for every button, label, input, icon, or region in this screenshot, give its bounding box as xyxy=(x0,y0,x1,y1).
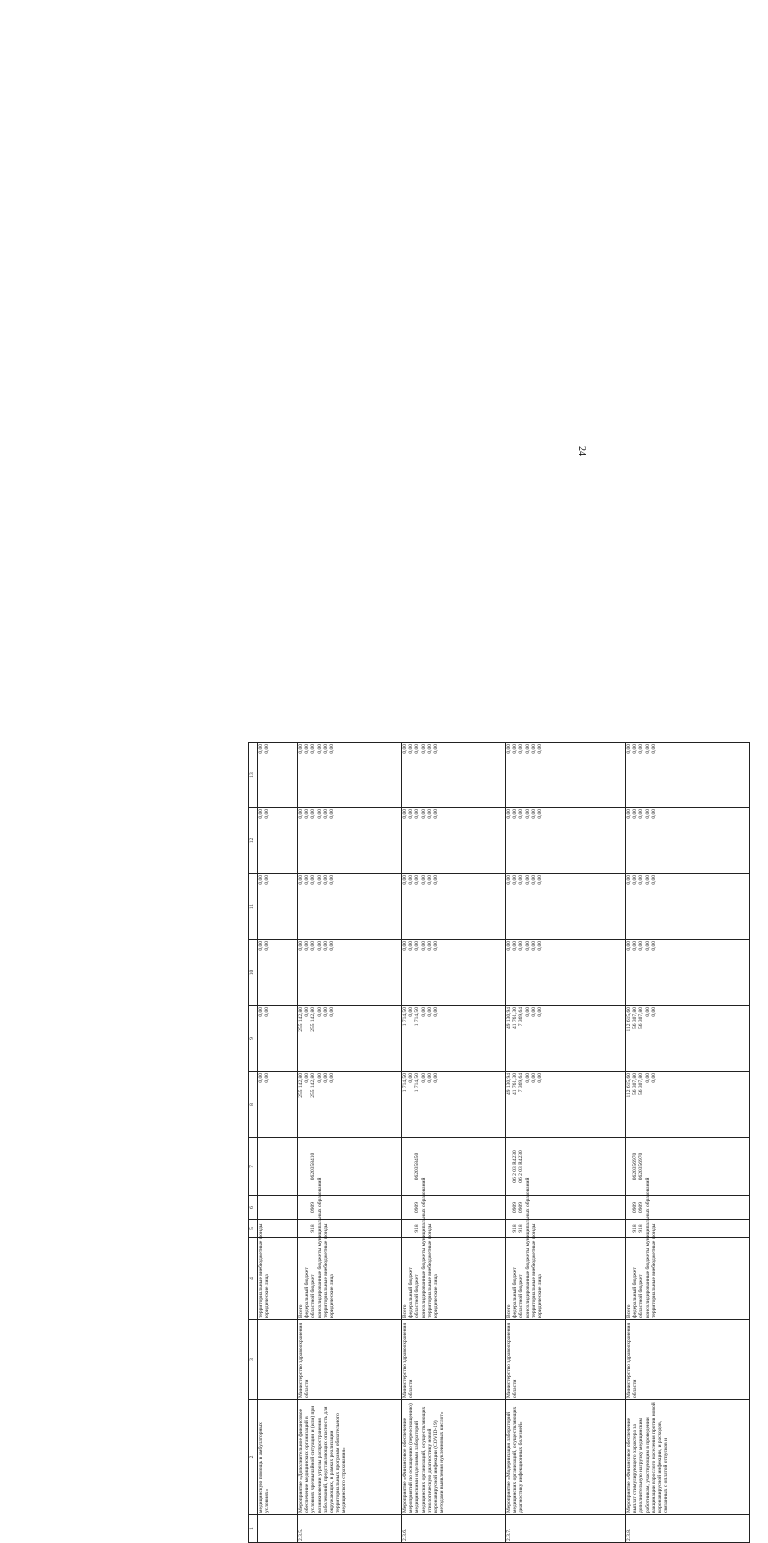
section-code-line: 0909 xyxy=(414,1202,421,1213)
funding-source: консолидированные бюджеты муниципальных образований xyxy=(644,1177,651,1318)
executor xyxy=(258,1320,298,1400)
amount-value: 0,00 xyxy=(650,875,657,885)
funding-source: федеральный бюджет xyxy=(632,1267,639,1318)
amount-cell xyxy=(258,743,298,808)
amount-cell xyxy=(626,874,750,940)
amount-value: 49 130,94 xyxy=(506,1073,512,1095)
funding-source: федеральный бюджет xyxy=(512,1267,519,1318)
amount-value: 0,00 xyxy=(264,1073,271,1083)
amount-value: 0,00 xyxy=(322,744,329,754)
ministry-code xyxy=(506,1220,626,1238)
amount-value: 112 615,60 xyxy=(626,1073,632,1098)
budget-table xyxy=(248,742,750,1543)
amount-value: 0,00 xyxy=(433,809,440,819)
amount-value: 0,00 xyxy=(426,809,433,819)
section-code-line: 0909 xyxy=(518,1202,525,1213)
funding-source: областной бюджет xyxy=(310,1274,317,1318)
amount-value: 0,00 xyxy=(506,875,512,885)
amount-value: 0,00 xyxy=(420,1073,427,1083)
amount-value: 0,00 xyxy=(626,744,632,754)
header-cell: 2 xyxy=(249,1400,258,1515)
amount-value: 0,00 xyxy=(402,941,408,951)
amount-value: 0,00 xyxy=(316,1007,323,1017)
amount-cell xyxy=(626,743,750,808)
amount-value: 0,00 xyxy=(316,744,323,754)
amount-value: 0,00 xyxy=(626,809,632,819)
amount-value: 0,00 xyxy=(626,875,632,885)
item-number: 2.3.7. xyxy=(506,1515,626,1543)
amount-value: 0,00 xyxy=(414,875,421,885)
section-code-line: 0909 xyxy=(512,1202,519,1213)
amount-value: 0,00 xyxy=(264,809,271,819)
amount-value: 0,00 xyxy=(632,744,639,754)
amount-value: 0,00 xyxy=(264,1007,271,1017)
amount-value: 41 761,30 xyxy=(512,1073,519,1095)
header-row xyxy=(249,743,258,1543)
amount-value: 0,00 xyxy=(322,809,329,819)
funding-source: территориальные внебюджетные фонды xyxy=(530,1223,537,1318)
item-number: 2.3.5. xyxy=(298,1515,402,1543)
amount-value: 0,00 xyxy=(506,744,512,754)
target-code-line: 06 2 03 R4230 xyxy=(512,1150,519,1183)
amount-value: 0,00 xyxy=(264,941,271,951)
amount-value: 0,00 xyxy=(518,941,525,951)
amount-value: 0,00 xyxy=(402,875,408,885)
ministry-code-line xyxy=(433,1221,439,1236)
amount-cell xyxy=(258,1006,298,1072)
amount-value: 0,00 xyxy=(632,941,639,951)
amount-value: 0,00 xyxy=(433,744,440,754)
amount-value: 0,00 xyxy=(632,809,639,819)
amount-value: 1 714,50 xyxy=(414,1073,421,1093)
ministry-code-line: 918 xyxy=(512,1224,519,1233)
amount-cell xyxy=(402,1072,506,1138)
amount-value: 0,00 xyxy=(512,809,519,819)
item-number: 2.3.6. xyxy=(402,1515,506,1543)
amount-value: 0,00 xyxy=(518,744,525,754)
item-number xyxy=(258,1515,298,1543)
ministry-code-line: 918 xyxy=(414,1224,421,1233)
amount-cell xyxy=(506,1006,626,1072)
amount-value: 0,00 xyxy=(258,941,264,951)
table-row xyxy=(626,743,750,1543)
amount-value: 0,00 xyxy=(524,875,531,885)
amount-value: 0,00 xyxy=(264,744,271,754)
amount-cell xyxy=(298,1006,402,1072)
amount-value: 0,00 xyxy=(426,941,433,951)
amount-value: 255 142,80 xyxy=(310,1007,317,1032)
target-code-line: 0620356970 xyxy=(638,1152,645,1181)
funding-source: территориальные внебюджетные фонды xyxy=(650,1223,657,1318)
amount-value: 0,00 xyxy=(420,875,427,885)
amount-value: 0,00 xyxy=(304,744,311,754)
amount-value: 0,00 xyxy=(402,744,408,754)
amount-value: 0,00 xyxy=(530,744,537,754)
funding-source: территориальные внебюджетные фонды xyxy=(426,1223,433,1318)
amount-value: 0,00 xyxy=(408,744,415,754)
funding-source: юридические лица xyxy=(329,1274,336,1318)
amount-cell xyxy=(506,940,626,1006)
table-row xyxy=(258,743,298,1543)
amount-value: 0,00 xyxy=(650,1007,657,1017)
amount-cell xyxy=(506,1072,626,1138)
amount-value: 0,00 xyxy=(258,809,264,819)
funding-source: юридические лица xyxy=(433,1274,440,1318)
amount-value: 0,00 xyxy=(638,875,645,885)
amount-value: 56 307,80 xyxy=(638,1073,645,1095)
header-cell: 7 xyxy=(249,1138,258,1196)
section-code-line: 0909 xyxy=(632,1202,639,1213)
amount-cell xyxy=(626,1006,750,1072)
amount-value: 0,00 xyxy=(644,809,651,819)
amount-cell xyxy=(298,808,402,874)
amount-value: 1 714,50 xyxy=(402,1073,408,1093)
amount-value: 0,00 xyxy=(512,744,519,754)
amount-value: 0,00 xyxy=(258,875,264,885)
amount-cell xyxy=(402,808,506,874)
target-code-line: 0620358450 xyxy=(414,1152,421,1181)
amount-cell xyxy=(626,1072,750,1138)
funding-source: юридические лица xyxy=(537,1274,544,1318)
item-name: Мероприятие «Модернизация лабораторий медицинских организаций, осуществляющих диагностику инфекционных болезней» xyxy=(506,1400,626,1515)
amount-cell xyxy=(298,1072,402,1138)
amount-value: 0,00 xyxy=(626,941,632,951)
section-code-line xyxy=(264,1197,270,1218)
amount-value: 0,00 xyxy=(433,875,440,885)
item-name: Мероприятие «Финансовое обеспечение мероприятий по оснащению (переоснащению) медицинскими изделиями лабораторий медицинских организаций, осуществляющих этиологическую диагностику новой коронавирусной инфекции (COVID-19) методами выявления нуклеиновых кислот» xyxy=(402,1400,506,1515)
header-cell: 5 xyxy=(249,1220,258,1238)
amount-value: 0,00 xyxy=(530,809,537,819)
amount-value: 0,00 xyxy=(632,875,639,885)
amount-value: 0,00 xyxy=(298,744,304,754)
amount-value: 0,00 xyxy=(518,875,525,885)
amount-value: 0,00 xyxy=(304,875,311,885)
amount-value: 0,00 xyxy=(537,1073,544,1083)
amount-value: 0,00 xyxy=(414,744,421,754)
amount-value: 0,00 xyxy=(414,809,421,819)
funding-source: областной бюджет xyxy=(638,1274,645,1318)
amount-value: 255 142,80 xyxy=(310,1073,317,1098)
amount-value: 0,00 xyxy=(298,875,304,885)
funding-sources xyxy=(258,1223,298,1320)
amount-value: 0,00 xyxy=(512,941,519,951)
target-code-line xyxy=(433,1139,439,1194)
amount-value: 0,00 xyxy=(644,1007,651,1017)
amount-value: 0,00 xyxy=(298,809,304,819)
amount-value: 0,00 xyxy=(414,941,421,951)
amount-cell xyxy=(506,743,626,808)
funding-source: Всего xyxy=(626,1304,632,1318)
amount-value: 0,00 xyxy=(420,744,427,754)
amount-value: 0,00 xyxy=(329,941,336,951)
amount-value: 1 714,50 xyxy=(402,1007,408,1027)
amount-value: 0,00 xyxy=(650,809,657,819)
amount-value: 0,00 xyxy=(322,941,329,951)
amount-value: 0,00 xyxy=(506,941,512,951)
funding-source: федеральный бюджет xyxy=(408,1267,415,1318)
header-cell: 10 xyxy=(249,940,258,1006)
amount-value: 0,00 xyxy=(316,1073,323,1083)
amount-value: 7 369,64 xyxy=(518,1007,525,1027)
amount-value: 255 142,80 xyxy=(298,1073,304,1098)
amount-value: 0,00 xyxy=(329,1007,336,1017)
amount-value: 0,00 xyxy=(258,1073,264,1083)
target-code-line: 0620358410 xyxy=(310,1152,317,1181)
rotated-table-wrapper xyxy=(248,743,768,1543)
amount-cell xyxy=(258,808,298,874)
amount-value: 0,00 xyxy=(408,875,415,885)
amount-cell xyxy=(298,874,402,940)
amount-cell xyxy=(506,808,626,874)
amount-value: 0,00 xyxy=(530,1073,537,1083)
target-code-line: 06 2 03 R4230 xyxy=(518,1150,525,1183)
header-cell: 13 xyxy=(249,743,258,808)
header-cell: 12 xyxy=(249,808,258,874)
amount-value: 255 142,80 xyxy=(298,1007,304,1032)
target-code-line xyxy=(264,1139,270,1194)
section-code-line xyxy=(651,1197,657,1218)
funding-source: консолидированные бюджеты муниципальных образований xyxy=(316,1177,323,1318)
amount-value: 0,00 xyxy=(329,875,336,885)
amount-cell xyxy=(298,940,402,1006)
target-code xyxy=(258,1138,298,1196)
funding-source: федеральный бюджет xyxy=(304,1267,311,1318)
amount-cell xyxy=(258,1072,298,1138)
section-code xyxy=(506,1196,626,1220)
amount-value: 0,00 xyxy=(530,875,537,885)
amount-value: 0,00 xyxy=(408,809,415,819)
header-cell: 8 xyxy=(249,1072,258,1138)
header-cell: 6 xyxy=(249,1196,258,1220)
amount-value: 0,00 xyxy=(530,941,537,951)
amount-value: 112 615,60 xyxy=(626,1007,632,1032)
amount-value: 0,00 xyxy=(258,1007,264,1017)
amount-value: 56 307,80 xyxy=(632,1007,639,1029)
table-body xyxy=(258,743,750,1543)
amount-value: 0,00 xyxy=(644,875,651,885)
funding-source: консолидированные бюджеты муниципальных образований xyxy=(420,1177,427,1318)
amount-value: 56 307,80 xyxy=(638,1007,645,1029)
funding-source: областной бюджет xyxy=(518,1274,525,1318)
amount-value: 0,00 xyxy=(537,1007,544,1017)
item-name: медицинскую помощь в амбулаторных условиях» xyxy=(258,1400,298,1515)
section-code-line xyxy=(329,1197,335,1218)
amount-value: 0,00 xyxy=(408,1007,415,1017)
header-cell: 1 xyxy=(249,1515,258,1543)
amount-value: 0,00 xyxy=(524,941,531,951)
funding-source: Всего xyxy=(298,1304,304,1318)
ministry-code-line: 918 xyxy=(632,1224,639,1233)
amount-value: 0,00 xyxy=(537,809,544,819)
item-name: Мероприятие «Финансовое обеспечение выплат стимулирующего характера за дополнительную нагрузку медицинским работникам, участвующим в проведении вакцинации взрослого населения против новой коронавирусной инфекции, и расходов, связанных с оплатой отпусков и xyxy=(626,1400,750,1515)
section-code-line xyxy=(537,1197,543,1218)
amount-value: 0,00 xyxy=(322,875,329,885)
section-code xyxy=(258,1196,298,1220)
section-code-line: 0909 xyxy=(310,1202,317,1213)
funding-source: областной бюджет xyxy=(414,1274,421,1318)
ministry-code-line: 918 xyxy=(310,1224,317,1233)
header-cell: 11 xyxy=(249,874,258,940)
amount-value: 0,00 xyxy=(518,809,525,819)
ministry-code-line xyxy=(264,1221,270,1236)
item-number: 2.3.8. xyxy=(626,1515,750,1543)
ministry-code xyxy=(402,1220,506,1238)
amount-value: 0,00 xyxy=(433,1007,440,1017)
amount-cell xyxy=(626,808,750,874)
amount-value: 0,00 xyxy=(316,875,323,885)
executor: Министерство здравоохранения области xyxy=(402,1320,506,1400)
amount-value: 0,00 xyxy=(316,809,323,819)
header-cell: 4 xyxy=(249,1238,258,1320)
amount-value: 0,00 xyxy=(310,941,317,951)
target-code-line xyxy=(651,1139,657,1194)
target-code xyxy=(402,1138,506,1196)
amount-value: 0,00 xyxy=(650,1073,657,1083)
amount-value: 0,00 xyxy=(329,1073,336,1083)
amount-cell xyxy=(402,743,506,808)
header-cell: 9 xyxy=(249,1006,258,1072)
amount-value: 0,00 xyxy=(537,875,544,885)
amount-value: 0,00 xyxy=(329,809,336,819)
amount-value: 0,00 xyxy=(426,875,433,885)
funding-source: территориальные внебюджетные фонды xyxy=(322,1223,329,1318)
amount-value: 0,00 xyxy=(322,1073,329,1083)
section-code xyxy=(402,1196,506,1220)
target-code-line xyxy=(329,1139,335,1194)
amount-value: 0,00 xyxy=(426,1073,433,1083)
section-code-line: 0909 xyxy=(638,1202,645,1213)
amount-value: 0,00 xyxy=(644,1073,651,1083)
ministry-code-line xyxy=(329,1221,335,1236)
amount-value: 0,00 xyxy=(638,941,645,951)
amount-cell xyxy=(402,940,506,1006)
amount-value: 0,00 xyxy=(408,941,415,951)
amount-cell xyxy=(258,874,298,940)
target-code-line xyxy=(537,1139,543,1194)
amount-cell xyxy=(506,874,626,940)
amount-value: 0,00 xyxy=(310,875,317,885)
amount-value: 56 307,80 xyxy=(632,1073,639,1095)
ministry-code-line: 918 xyxy=(638,1224,645,1233)
header-cell: 3 xyxy=(249,1320,258,1400)
amount-value: 0,00 xyxy=(650,941,657,951)
target-code xyxy=(506,1138,626,1196)
target-code-line: 0620356970 xyxy=(632,1152,639,1181)
amount-value: 0,00 xyxy=(304,1073,311,1083)
amount-value: 0,00 xyxy=(426,744,433,754)
funding-source: Всего xyxy=(402,1304,408,1318)
amount-cell xyxy=(402,874,506,940)
section-code-line xyxy=(433,1197,439,1218)
amount-value: 0,00 xyxy=(433,941,440,951)
amount-value: 0,00 xyxy=(537,941,544,951)
amount-cell xyxy=(626,940,750,1006)
amount-value: 1 714,50 xyxy=(414,1007,421,1027)
amount-value: 0,00 xyxy=(322,1007,329,1017)
amount-value: 0,00 xyxy=(258,744,264,754)
executor: Министерство здравоохранения области xyxy=(506,1320,626,1400)
amount-cell xyxy=(402,1006,506,1072)
page-number: 24 xyxy=(576,446,587,456)
amount-value: 0,00 xyxy=(650,744,657,754)
amount-value: 0,00 xyxy=(638,809,645,819)
funding-source: юридические лица xyxy=(264,1274,271,1318)
executor: Министерство здравоохранения области xyxy=(626,1320,750,1400)
table-row xyxy=(402,743,506,1543)
amount-value: 0,00 xyxy=(537,744,544,754)
ministry-code-line: 918 xyxy=(518,1224,525,1233)
amount-value: 0,00 xyxy=(304,941,311,951)
amount-value: 0,00 xyxy=(426,1007,433,1017)
table-row xyxy=(298,743,402,1543)
amount-value: 0,00 xyxy=(433,1073,440,1083)
amount-value: 0,00 xyxy=(310,744,317,754)
amount-value: 0,00 xyxy=(530,1007,537,1017)
amount-value: 0,00 xyxy=(304,1007,311,1017)
amount-value: 0,00 xyxy=(512,875,519,885)
amount-value: 0,00 xyxy=(408,1073,415,1083)
amount-cell xyxy=(298,743,402,808)
amount-value: 0,00 xyxy=(316,941,323,951)
amount-value: 0,00 xyxy=(524,744,531,754)
amount-value: 0,00 xyxy=(524,1073,531,1083)
target-code xyxy=(298,1138,402,1196)
amount-value: 0,00 xyxy=(420,1007,427,1017)
executor: Министерство здравоохранения области xyxy=(298,1320,402,1400)
amount-value: 0,00 xyxy=(420,809,427,819)
amount-value: 0,00 xyxy=(524,1007,531,1017)
funding-source: Всего xyxy=(506,1304,512,1318)
item-name: Мероприятие «Дополнительное финансовое обеспечение медицинских организаций в условиях чрезвычайной ситуации и (или) при возникновении угрозы распространения заболеваний, представляющих опасность для окружающих, в рамках реализации территориальных программ обязательного медицинского страхования» xyxy=(298,1400,402,1515)
amount-value: 0,00 xyxy=(638,744,645,754)
amount-value: 0,00 xyxy=(310,809,317,819)
amount-value: 7 369,64 xyxy=(518,1073,525,1093)
amount-value: 0,00 xyxy=(524,809,531,819)
amount-value: 0,00 xyxy=(644,941,651,951)
funding-source: консолидированные бюджеты муниципальных образований xyxy=(524,1177,531,1318)
amount-cell xyxy=(258,940,298,1006)
ministry-code xyxy=(298,1220,402,1238)
amount-value: 0,00 xyxy=(304,809,311,819)
amount-value: 0,00 xyxy=(644,744,651,754)
amount-value: 49 130,94 xyxy=(506,1007,512,1029)
amount-value: 0,00 xyxy=(506,809,512,819)
section-code xyxy=(298,1196,402,1220)
amount-value: 0,00 xyxy=(264,875,271,885)
amount-value: 0,00 xyxy=(329,744,336,754)
ministry-code-line xyxy=(537,1221,543,1236)
amount-value: 0,00 xyxy=(402,809,408,819)
table-row xyxy=(506,743,626,1543)
amount-value: 0,00 xyxy=(420,941,427,951)
funding-source: территориальные внебюджетные фонды xyxy=(258,1223,264,1318)
amount-value: 0,00 xyxy=(298,941,304,951)
amount-value: 41 761,30 xyxy=(512,1007,519,1029)
